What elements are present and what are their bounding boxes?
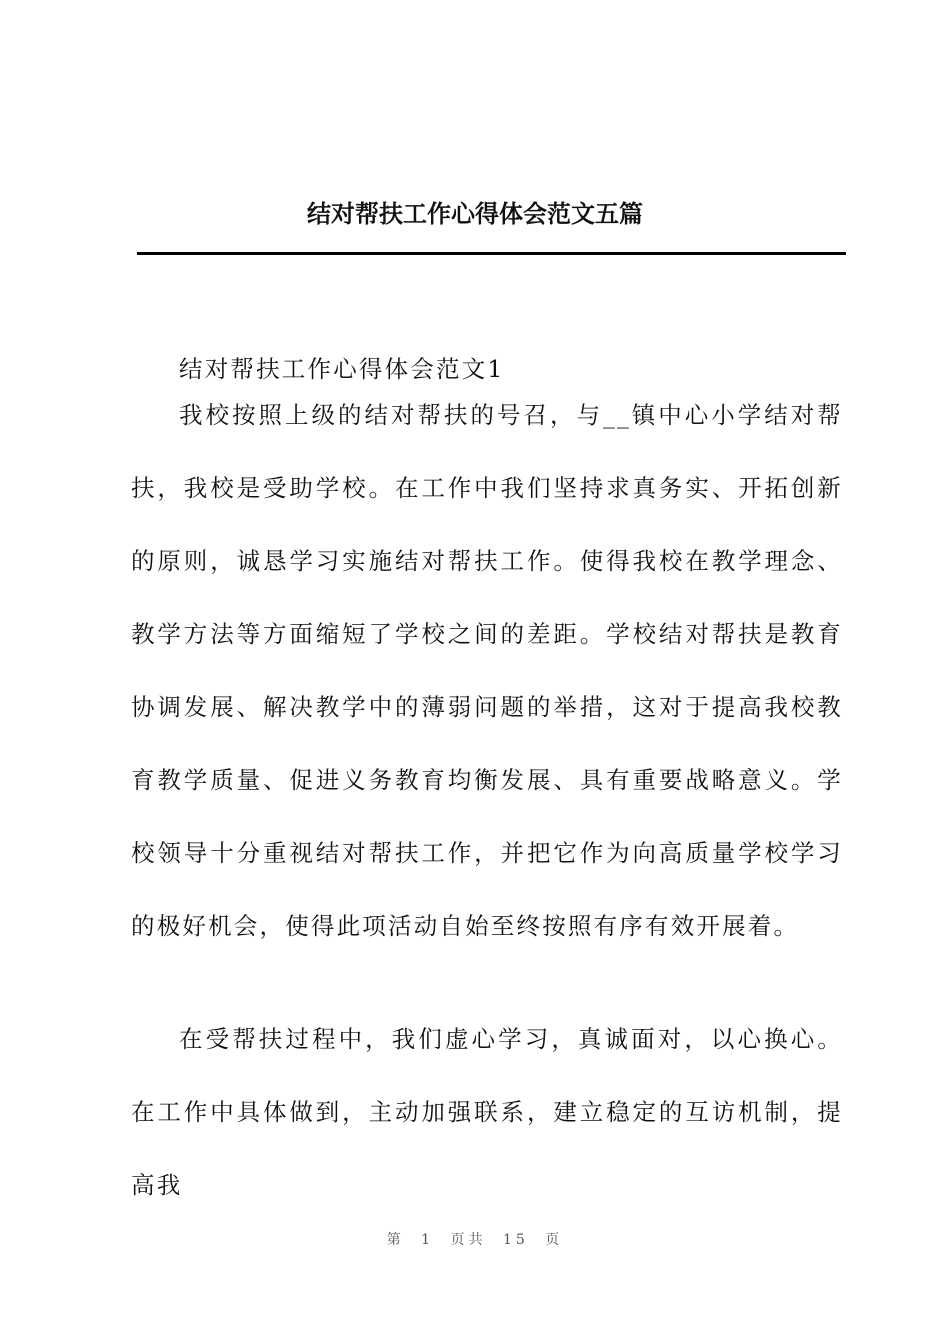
paragraph-2: 在受帮扶过程中，我们虚心学习，真诚面对，以心换心。在工作中具体做到，主动加强联系，建立稳定的互访机制，提高我 xyxy=(131,1025,843,1199)
page-footer xyxy=(0,1228,950,1252)
footer-page-number: 1 xyxy=(421,1232,435,1248)
section-heading-text: 结对帮扶工作心得体会范文1 xyxy=(179,355,505,383)
document-title: 结对帮扶工作心得体会范文五篇 xyxy=(307,199,643,228)
paragraph-1: 我校按照上级的结对帮扶的号召，与__镇中心小学结对帮扶，我校是受助学校。在工作中我们坚持求真务实、开拓创新的原则，诚恳学习实施结对帮扶工作。使得我校在教学理念、教学方法等方面缩短了学校之间的差距。学校结对帮扶是教育协调发展、解决教学中的薄弱问题的举措，这对于提高我校教育教学质量、促进义务教育均衡发展、具有重要战略意义。学校领导十分重视结对帮扶工作，并把它作为向高质量学校学习的极好机会，使得此项活动自始至终按照有序有效开展着。 xyxy=(131,401,843,940)
footer-suffix: 页 xyxy=(545,1232,564,1248)
title-divider xyxy=(137,252,846,255)
footer-prefix: 第 xyxy=(386,1232,405,1248)
footer-page-total: 15 xyxy=(503,1232,529,1248)
footer-middle: 页共 xyxy=(450,1232,487,1248)
